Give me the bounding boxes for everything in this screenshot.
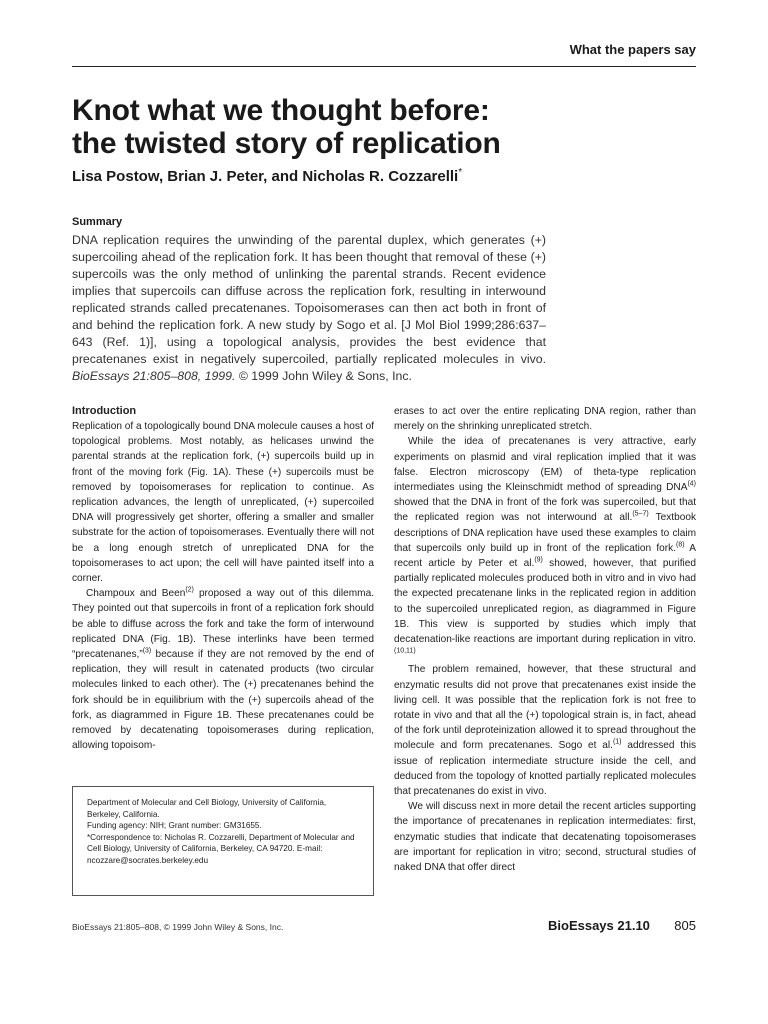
reference-1[interactable]: (1) (612, 739, 622, 747)
r2-text-a: The problem remained, however, that these structural and enzymatic results did not prove that precatenanes exist inside the living cell. It was possible that the replication fork is not free to rotate in vivo and that all the (+) topological strain is, in fact, ahead of the fork until deproteinization allowed it to spread throughout the molecule and form precatenanes. Sogo et al. (394, 664, 696, 752)
funding-text: Funding agency: NIH; Grant number: GM31655. (87, 821, 262, 830)
reference-5-7[interactable]: (5–7) (632, 511, 649, 519)
intro-paragraph-2 (72, 586, 374, 753)
r1-text-a: While the idea of precatenanes is very attractive, early experiments on plasmid and viral replication implied that it was false. Electron microscopy (EM) of theta-type replication intermediates using the Kleinschmidt method of spreading DNA (394, 436, 696, 494)
intro-paragraph-1: Replication of a topologically bound DNA molecule causes a host of topological problems. Most notably, as helicases unwind the parental strands at the replication fork, (+) supercoils build up in front of the moving fork (Fig. 1A). These (+) supercoils must be removed by topoisomerases for replication to continue. As replication advances, the length of unreplicated, (+) supercoiled DNA will progressively get shorter, offering a smaller and smaller substrate for the action of topoisomerases. Eventually there will not be a long enough stretch of unreplicated DNA for the topoisomerases to act upon; the cell will have painted itself into a corner. (72, 421, 374, 585)
right-paragraph-2 (394, 662, 696, 799)
r1-text-d: A recent article by Peter et al. (394, 542, 696, 570)
p2-text-a: Champoux and Been (86, 588, 186, 600)
reference-2[interactable]: (2) (185, 586, 194, 594)
summary-paragraph (72, 232, 546, 385)
page-number: 805 (674, 918, 696, 933)
title-line-2: the twisted story of replication (72, 127, 501, 160)
reference-4[interactable]: (4) (687, 480, 696, 488)
author-correspondence-mark: * (458, 167, 463, 178)
footer-journal: BioEssays 21.10 (548, 918, 650, 933)
reference-10-11[interactable]: (10,11) (394, 647, 416, 655)
right-column (394, 404, 696, 875)
correspondence-text: *Correspondence to: Nicholas R. Cozzarelli, Department of Molecular and Cell Biology, University of California, Berkeley, CA 94720. E-mail: ncozzare@socrates.berkeley.edu (87, 832, 355, 865)
summary-copyright: © 1999 John Wiley & Sons, Inc. (238, 369, 412, 383)
r1-text-e: showed, however, that purified partially replicated molecules produced both in vitro and in vivo had the expected precatenane links in the replicated region in addition to the supercoiled unreplicated region, as diagrammed in Figure 1B. This view is supported by studies which imply that decatenation-like reactions are important during replication in vitro. (394, 558, 697, 646)
right-paragraph-1 (394, 434, 696, 662)
right-paragraph-3: We will discuss next in more detail the recent articles supporting the importance of precatenanes in replication intermediates: first, enzymatic studies that indicate that decatenating topoisomerases are important for replication in vitro; second, structural studies of naked DNA that offer direct (394, 801, 696, 874)
right-paragraph-0: erases to act over the entire replicating DNA region, rather than merely on the shrinking unreplicated stretch. (394, 406, 696, 433)
summary-citation: BioEssays 21:805–808, 1999. (72, 369, 236, 383)
reference-8[interactable]: (8) (676, 541, 685, 549)
p2-text-b: proposed a way out of this dilemma. They pointed out that supercoils in front of a replication fork should be able to diffuse across the fork and take the form of interwound replicated DNA (Fig. 1B). These interlinks have been termed “precatenanes,” (72, 588, 374, 661)
authors-text: Lisa Postow, Brian J. Peter, and Nicholas R. Cozzarelli (72, 168, 459, 185)
header-rule (72, 66, 696, 67)
p2-text-c: because if they are not removed by the end of replication, they will result in catenated products (two circular molecules linked to each other). The (+) precatenanes behind the fork should be in equilibrium with the (+) supercoils ahead of the fork, as diagrammed in Figure 1B. These precatenanes could be removed by decatenating topoisomerases during replication, allowing topoisom- (72, 649, 374, 752)
title-line-1: Knot what we thought before: (72, 94, 490, 127)
section-label: What the papers say (569, 42, 696, 57)
footer-citation: BioEssays 21:805–808, © 1999 John Wiley & Sons, Inc. (72, 922, 284, 932)
reference-3[interactable]: (3) (142, 647, 152, 655)
affiliation-footnote-box (72, 786, 374, 896)
left-column (72, 404, 374, 753)
article-title (72, 94, 692, 160)
introduction-heading: Introduction (72, 405, 137, 417)
r1-text-c: Textbook descriptions of DNA replication have used these examples to claim that supercoils only build up in front of the replication fork. (394, 512, 696, 554)
r1-text-b: showed that the DNA in front of the fork was supercoiled, but that the replicated region was not interwound at all. (394, 497, 696, 524)
summary-text: DNA replication requires the unwinding of the parental duplex, which generates (+) supercoiling ahead of the replication fork. It has been thought that removal of these (+) supercoils was the only method of unlinking the parental strands. Recent evidence implies that supercoils can diffuse across the replication fork, resulting in interwound replicated strands called precatenanes. Topoisomerases can then act both in front of and behind the replication fork. A new study by Sogo et al. [J Mol Biol 1999;286:637–643 (Ref. 1)], using a topological analysis, provides the best evidence that precatenanes exist in negatively supercoiled, partially replicated molecules in vivo. (72, 233, 546, 366)
summary-heading: Summary (72, 216, 123, 228)
reference-9[interactable]: (9) (534, 556, 543, 564)
r2-text-b: addressed this issue of replication intermediate structure inside the cell, and deduced from the topology of knotted partially replicated molecules that precatenanes do exist in vivo. (394, 740, 696, 798)
author-list (72, 168, 462, 185)
affiliation-text: Department of Molecular and Cell Biology, University of California, Berkeley, California. (87, 798, 327, 819)
